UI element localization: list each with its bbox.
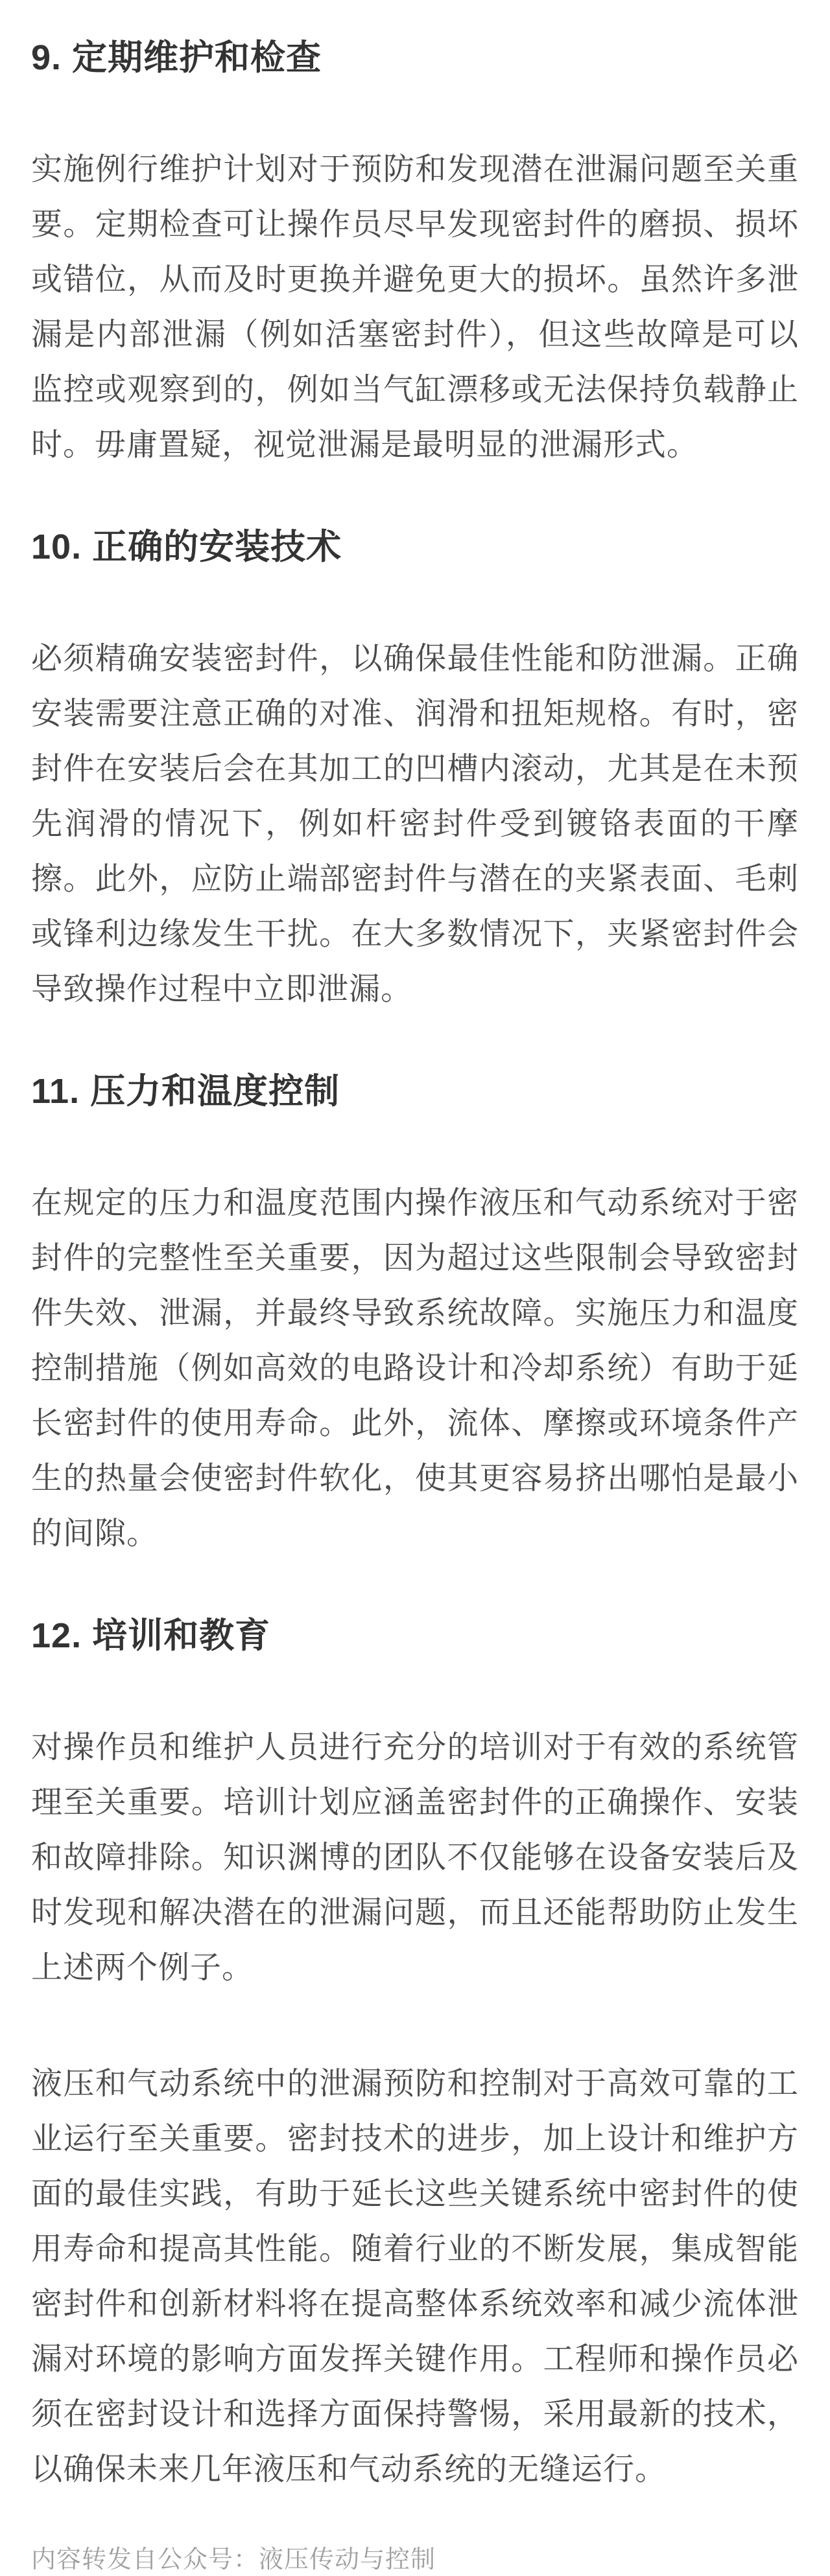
section-12-heading: 12. 培训和教育 <box>31 1616 271 1655</box>
section-11-paragraph: 在规定的压力和温度范围内操作液压和气动系统对于密封件的完整性至关重要，因为超过这些限制会导致密封件失效、泄漏，并最终导致系统故障。实施压力和温度控制措施（例如高效的电路设计和冷却系统）有助于延长密封件的使用寿命。此外，流体、摩擦或环境条件产生的热量会使密封件软化，使其更容易挤出哪怕是最小的间隙。 <box>31 1186 799 1551</box>
attribution-note: 内容转发自公众号：液压传动与控制 <box>31 2546 436 2573</box>
section-10-paragraph: 必须精确安装密封件，以确保最佳性能和防泄漏。正确安装需要注意正确的对准、润滑和扭矩规格。有时，密封件在安装后会在其加工的凹槽内滚动，尤其是在未预先润滑的情况下，例如杆密封件受到镀铬表面的干摩擦。此外，应防止端部密封件与潜在的夹紧表面、毛刺或锋利边缘发生干扰。在大多数情况下，夹紧密封件会导致操作过程中立即泄漏。 <box>31 642 799 1006</box>
closing-paragraph: 液压和气动系统中的泄漏预防和控制对于高效可靠的工业运行至关重要。密封技术的进步，加上设计和维护方面的最佳实践，有助于延长这些关键系统中密封件的使用寿命和提高其性能。随着行业的不断发展，集成智能密封件和创新材料将在提高整体系统效率和减少流体泄漏对环境的影响方面发挥关键作用。工程师和操作员必须在密封设计和选择方面保持警惕，采用最新的技术，以确保未来几年液压和气动系统的无缝运行。 <box>31 2067 799 2487</box>
section-10-heading: 10. 正确的安装技术 <box>31 528 342 566</box>
section-9-heading: 9. 定期维护和检查 <box>31 38 322 77</box>
section-12-paragraph: 对操作员和维护人员进行充分的培训对于有效的系统管理至关重要。培训计划应涵盖密封件的正确操作、安装和故障排除。知识渊博的团队不仅能够在设备安装后及时发现和解决潜在的泄漏问题，而且还能帮助防止发生上述两个例子。 <box>31 1730 799 1985</box>
section-9-paragraph: 实施例行维护计划对于预防和发现潜在泄漏问题至关重要。定期检查可让操作员尽早发现密封件的磨损、损坏或错位，从而及时更换并避免更大的损坏。虽然许多泄漏是内部泄漏（例如活塞密封件），但这些故障是可以监控或观察到的，例如当气缸漂移或无法保持负载静止时。毋庸置疑，视觉泄漏是最明显的泄漏形式。 <box>31 152 799 462</box>
section-11-heading: 11. 压力和温度控制 <box>31 1072 340 1111</box>
article-body <box>31 34 799 2576</box>
